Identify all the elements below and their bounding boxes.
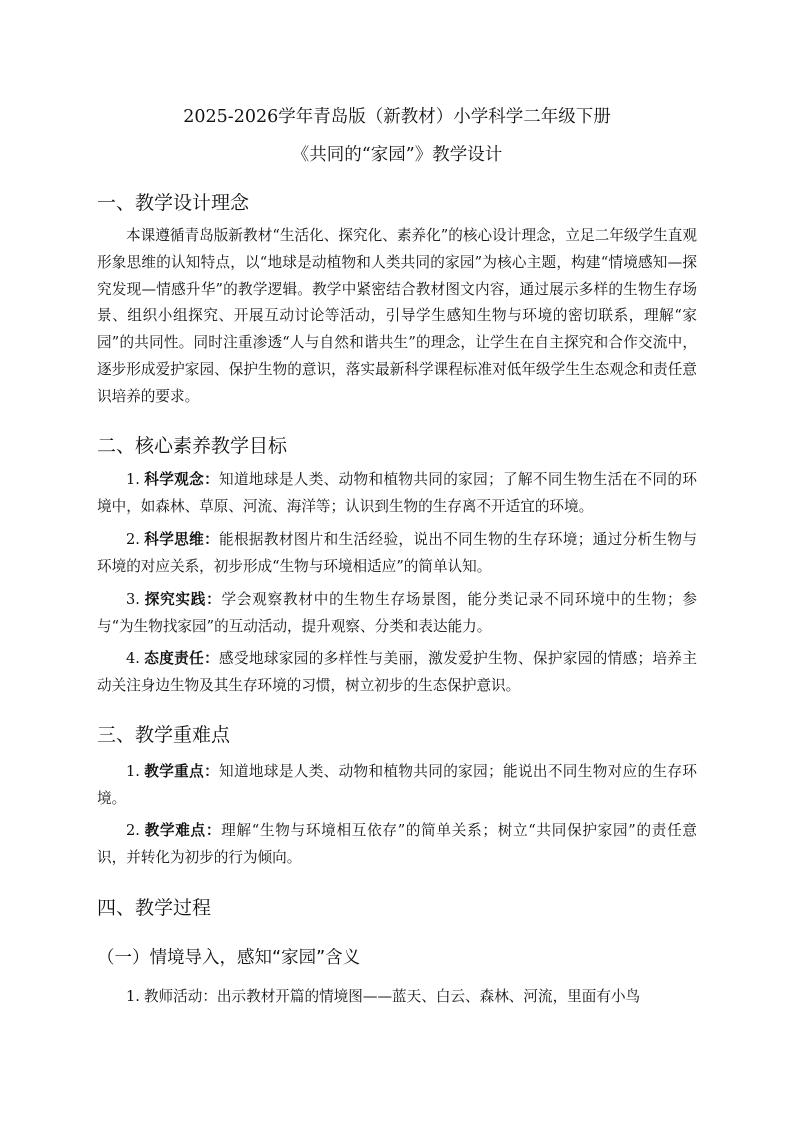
subsection-heading-situation-intro: （一）情境导入，感知“家园”含义 [97,948,361,968]
objective-item-science-concept [97,467,697,521]
key-point-item [97,759,697,813]
objective-item-inquiry-practice [97,587,697,641]
objective-item-attitude-responsibility [97,646,697,700]
difficult-point-item [97,818,697,872]
document-title-line-2: 《共同的“家园”》教学设计 [291,145,503,165]
objective-item-science-thinking [97,527,697,581]
item-label: 探究实践： [143,591,222,608]
item-text: 教师活动：出示教材开篇的情境图——蓝天、白云、森林、河流，里面有小鸟 [143,988,641,1005]
section-heading-key-points: 三、教学重难点 [97,724,231,746]
section-heading-design-concept: 一、教学设计理念 [97,192,250,214]
item-label: 教学重点： [143,763,220,780]
item-text: 知道地球是人类、动物和植物共同的家园；能说出不同生物对应的生存环境。 [97,763,697,807]
item-label: 教学难点： [143,822,222,839]
item-label: 态度责任： [143,650,220,667]
item-number: 1. [126,471,140,488]
item-text: 能根据教材图片和生活经验，说出不同生物的生存环境；通过分析生物与环境的对应关系，初步形成“生物与环境相适应”的简单认知。 [97,531,697,575]
process-item-teacher-activity [97,984,697,1011]
item-number: 1. [126,763,140,780]
item-text: 学会观察教材中的生物生存场景图，能分类记录不同环境中的生物；参与“为生物找家园”的互动活动，提升观察、分类和表达能力。 [97,591,697,635]
item-number: 2. [126,531,140,548]
design-concept-paragraph: 本课遵循青岛版新教材“生活化、探究化、素养化”的核心设计理念，立足二年级学生直观形象思维的认知特点，以“地球是动植物和人类共同的家园”为核心主题，构建“情境感知—探究发现—情感升华”的教学逻辑。教学中紧密结合教材图文内容，通过展示多样的生物生存场景、组织小组探究、开展互动讨论等活动，引导学生感知生物与环境的密切联系，理解“家园”的共同性。同时注重渗透“人与自然和谐共生”的理念，让学生在自主探究和合作交流中，逐步形成爱护家园、保护生物的意识，落实最新科学课程标准对低年级学生生态观念和责任意识培养的要求。 [97,227,697,405]
document-title-line-1: 2025-2026学年青岛版（新教材）小学科学二年级下册 [183,107,611,127]
item-text: 知道地球是人类、动物和植物共同的家园；了解不同生物生活在不同的环境中，如森林、草原、河流、海洋等；认识到生物的生存离不开适宜的环境。 [97,471,697,515]
item-text: 理解“生物与环境相互依存”的简单关系；树立“共同保护家园”的责任意识，并转化为初步的行为倾向。 [97,822,697,866]
item-number: 1. [126,988,140,1005]
item-label: 科学观念： [143,471,220,488]
item-label: 科学思维： [143,531,220,548]
item-number: 3. [126,591,140,608]
item-text: 感受地球家园的多样性与美丽，激发爱护生物、保护家园的情感；培养主动关注身边生物及其生存环境的习惯，树立初步的生态保护意识。 [97,650,697,694]
item-number: 4. [126,650,140,667]
item-number: 2. [126,822,140,839]
section-heading-core-objectives: 二、核心素养教学目标 [97,435,288,457]
section-heading-teaching-process: 四、教学过程 [97,897,212,919]
